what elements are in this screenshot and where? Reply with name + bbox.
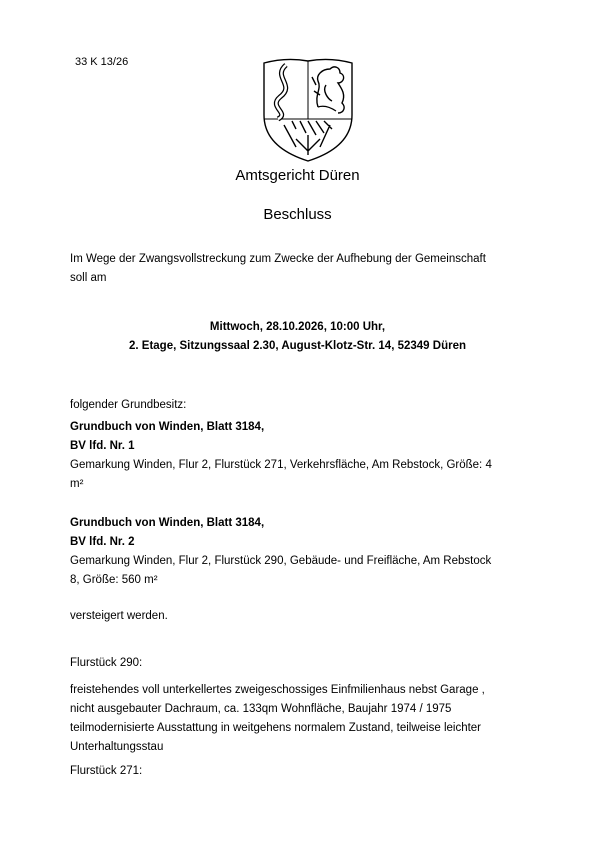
case-reference: 33 K 13/26: [75, 56, 129, 68]
intro-paragraph: [70, 250, 530, 288]
auction-location: 2. Etage, Sitzungssaal 2.30, August-Klotz-Str. 14, 52349 Düren: [128, 340, 466, 352]
land-register-heading: Grundbuch von Winden, Blatt 3184,: [70, 421, 265, 433]
auction-date: Mittwoch, 28.10.2026, 10:00 Uhr,: [209, 321, 386, 333]
description-line: Unterhaltungsstau: [70, 741, 164, 753]
inventory-number: BV lfd. Nr. 1: [70, 440, 135, 452]
document-title: Beschluss: [263, 206, 332, 223]
parcel-description: m²: [70, 478, 84, 490]
parcel-290-description: [70, 681, 530, 757]
property-entry-1: [70, 418, 530, 494]
coat-of-arms-icon: [256, 55, 360, 163]
court-name: Amtsgericht Düren: [235, 167, 360, 184]
grundbesitz-label: folgender Grundbesitz:: [70, 399, 187, 411]
description-line: freistehendes voll unterkellertes zweigeschossiges Einfmilienhaus nebst Garage ,: [70, 684, 485, 696]
intro-line: Im Wege der Zwangsvollstreckung zum Zwecke der Aufhebung der Gemeinschaft: [70, 253, 486, 265]
description-line: teilmodernisierte Ausstattung in weitgehens normalem Zustand, teilweise leichter: [70, 722, 482, 734]
description-line: nicht ausgebauter Dachraum, ca. 133qm Wohnfläche, Baujahr 1974 / 1975: [70, 703, 452, 715]
parcel-description: 8, Größe: 560 m²: [70, 574, 158, 586]
inventory-number: BV lfd. Nr. 2: [70, 536, 135, 548]
intro-line: soll am: [70, 272, 107, 284]
parcel-290-label: Flurstück 290:: [70, 657, 143, 669]
parcel-271-label: Flurstück 271:: [70, 765, 143, 777]
property-entry-2: [70, 514, 530, 590]
parcel-description: Gemarkung Winden, Flur 2, Flurstück 290, Gebäude- und Freifläche, Am Rebstock: [70, 555, 492, 567]
auction-statement: versteigert werden.: [70, 610, 168, 622]
land-register-heading: Grundbuch von Winden, Blatt 3184,: [70, 517, 265, 529]
parcel-description: Gemarkung Winden, Flur 2, Flurstück 271, Verkehrsfläche, Am Rebstock, Größe: 4: [70, 459, 492, 471]
